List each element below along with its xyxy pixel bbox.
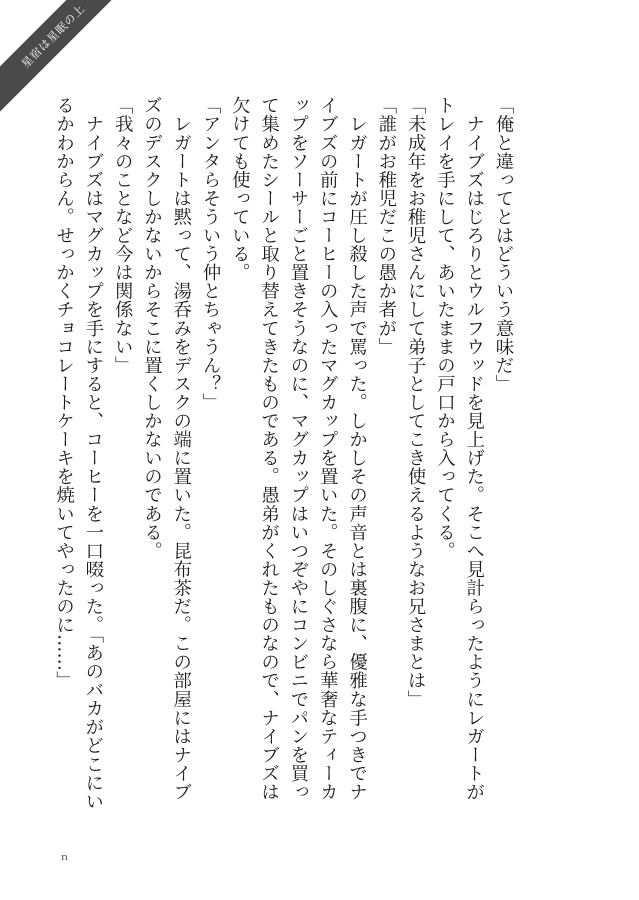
vertical-text-body [53,96,518,818]
book-title-text: 星宿は星眠の上 [19,2,88,71]
paragraph: 「我々のことなど今は関係ない」 [112,96,134,375]
paragraph: 「未成年をお稚児さんにして弟子としてこき使えるようなお兄さまとは」 [405,96,427,709]
paragraph: 「誰がお稚児だこの愚か者が」 [375,96,397,356]
paragraph: 「アンタらそういう仲とちゃうん？」 [200,96,222,412]
paragraph: 「俺と違ってとはどういう意味だ」 [493,96,514,393]
page-number: ｎ [60,853,70,863]
paragraph: レガートが圧し殺した声で罵った。しかしその声音とは裏腹に、優雅な手つきでナイブズの前にコーヒーの入ったマグカップを置いた。そのしぐさなら華奢なティーカップをソーサーごと置きそうなのに、マグカップはいつぞやにコンビニでパンを買って集めたシールと取り替えてきたものである。愚弟がくれたものなので、ナイブズは欠けても使っている。 [229,96,368,801]
paragraph: ナイブズはじろりとウルフウッドを見上げた。そこへ見計らったようにレガートがトレイを手にして、あいたままの戸口から入ってくる。 [434,96,485,801]
paragraph: ナイブズはマグカップを手にすると、コーヒーを一口啜った。「あのバカがどこにいるかわからん。せっかくチョコレートケーキを焼いてやったのに……」 [53,96,104,811]
paragraph: レガートは黙って、湯呑みをデスクの端に置いた。昆布茶だ。この部屋にはナイブズのデスクしかないからそこに置くしかないのである。 [141,96,192,801]
